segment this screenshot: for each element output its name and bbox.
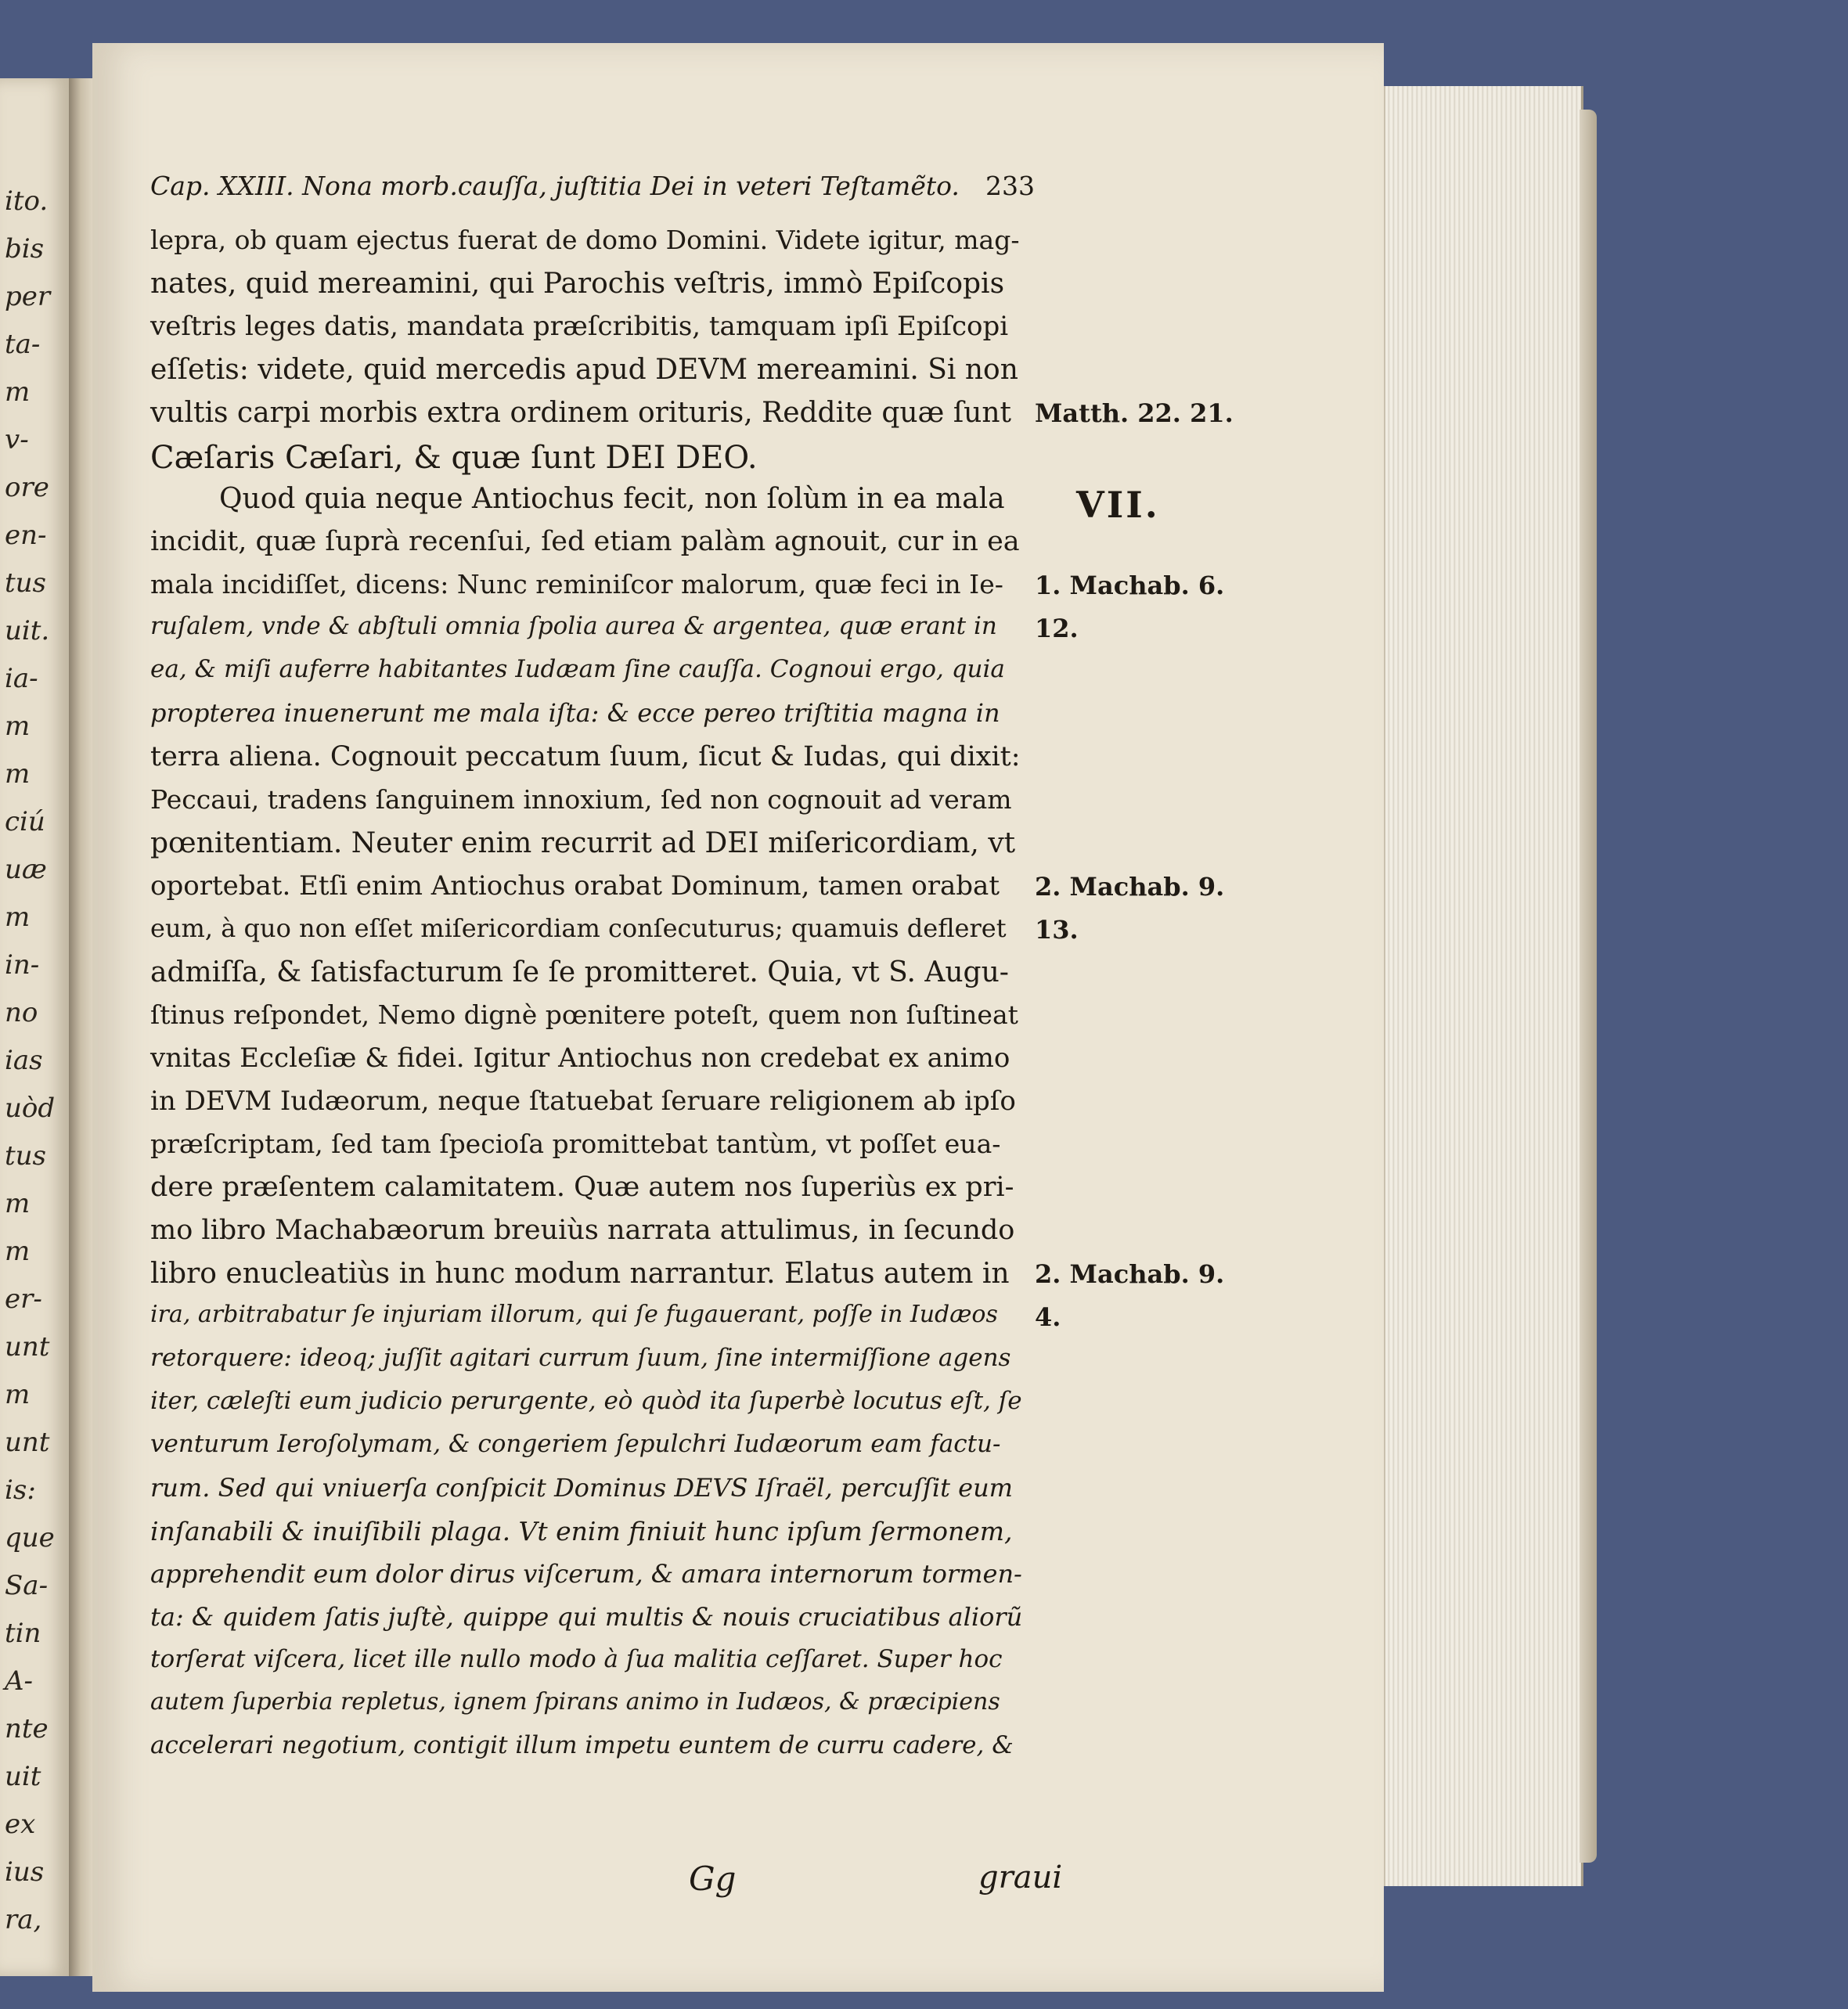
margin-reference: 4. — [1035, 1302, 1061, 1332]
left-page-fragment-text: per — [5, 281, 51, 312]
left-page-fragment-text: que — [5, 1522, 55, 1554]
left-page-fragment-text: uòd — [5, 1093, 56, 1124]
margin-reference: 1. Machab. 6. — [1035, 571, 1225, 600]
text-line: mala incidiſſet, dicens: Nunc reminiſcor malorum, quæ feci in Ie- — [150, 569, 1003, 599]
text-line: ea, & miſi auferre habitantes Iudæam ſine cauſſa. Cognoui ergo, quia — [150, 655, 1005, 683]
left-page-fragment-text: ia- — [5, 663, 38, 694]
text-line: ira, arbitrabatur ſe injuriam illorum, qui ſe fugauerant, poſſe in Iudæos — [150, 1301, 998, 1328]
left-page-fragment-text: in- — [5, 949, 40, 981]
text-line: incidit, quæ ſuprà recenſui, ſed etiam palàm agnouit, cur in ea — [150, 526, 1020, 557]
left-page-fragment-text: ito. — [5, 185, 49, 217]
signature-mark: Gg — [689, 1860, 737, 1898]
text-line: dere præſentem calamitatem. Quæ autem nos ſuperiùs ex pri- — [150, 1172, 1014, 1203]
left-page-fragment-text: er- — [5, 1284, 42, 1315]
left-page-fragment-text: tus — [5, 567, 47, 599]
left-page-fragment-text: uæ — [5, 854, 47, 885]
text-line: in DEVM Iudæorum, neque ſtatuebat ſeruare religionem ab ipſo — [150, 1086, 1016, 1117]
cover-edge — [1580, 110, 1597, 1863]
text-line: venturum Ieroſolymam, & congeriem ſepulchri Iudæorum eam factu- — [150, 1430, 1001, 1458]
left-page-fragment-text: is: — [5, 1474, 36, 1506]
margin-reference: 13. — [1035, 915, 1079, 945]
text-line: eum, à quo non eſſet miſericordiam conſecuturus; quamuis defleret — [150, 913, 1007, 943]
text-line: Peccaui, tradens ſanguinem innoxium, ſed non cognouit ad veram — [150, 784, 1012, 815]
left-page-fragment-text: v- — [5, 424, 29, 455]
text-line: libro enucleatiùs in hunc modum narrantur. Elatus autem in — [150, 1258, 1010, 1290]
text-line: lepra, ob quam ejectus fuerat de domo Domini. Videte igitur, mag- — [150, 225, 1020, 255]
text-line: ta: & quidem ſatis juſtè, quippe qui multis & nouis cruciatibus aliorũ — [150, 1602, 1023, 1632]
text-line: veſtris leges datis, mandata præſcribitis, tamquam ipſi Epiſcopi — [150, 311, 1009, 342]
left-page-fragment-text: unt — [5, 1427, 50, 1458]
text-line: mo libro Machabæorum breuiùs narrata attulimus, in ſecundo — [150, 1215, 1015, 1246]
left-page-fragment-text: no — [5, 997, 38, 1028]
text-line: retorquere: ideoq; juſſit agitari currum ſuum, ſine intermiſſione agens — [150, 1344, 1011, 1372]
left-page-fragment-text: m — [5, 711, 31, 742]
left-page-fragment-text: ta- — [5, 329, 41, 360]
text-line: apprehendit eum dolor dirus viſcerum, & amara internorum tormen- — [150, 1559, 1022, 1589]
left-page-fragment-text: m — [5, 1379, 31, 1410]
text-line: autem ſuperbia repletus, ignem ſpirans animo in Iudæos, & præcipiens — [150, 1688, 1000, 1716]
header-title: Cap. XXIII. Nona morb.cauſſa, juſtitia Dei in veteri Teſtamẽto. — [150, 171, 960, 201]
left-page-fragment-text: m — [5, 758, 31, 790]
text-line: admiſſa, & ſatisfacturum ſe ſe promitteret. Quia, vt S. Augu- — [150, 956, 1009, 988]
margin-reference: 2. Machab. 9. — [1035, 872, 1225, 902]
left-page-fragment-text: ciú — [5, 806, 45, 837]
left-page-fragment-text: en- — [5, 520, 47, 551]
left-page-fragment-text: tin — [5, 1618, 41, 1649]
margin-reference: 2. Machab. 9. — [1035, 1259, 1225, 1289]
text-line: terra aliena. Cognouit peccatum ſuum, ſicut & Iudas, qui dixit: — [150, 741, 1021, 772]
left-page-fragment-text: m — [5, 902, 31, 933]
section-numeral: VII. — [1076, 484, 1160, 526]
text-line: Cæſaris Cæſari, & quæ ſunt DEI DEO. — [150, 440, 758, 476]
left-page-fragment-text: nte — [5, 1713, 49, 1744]
left-page-fragment-text: ex — [5, 1809, 36, 1840]
text-line: nates, quid mereamini, qui Parochis veſtris, immò Epiſcopis — [150, 268, 1005, 300]
left-page-fragment — [0, 78, 71, 1976]
left-page-fragment-text: uit. — [5, 615, 50, 646]
left-page-fragment-text: bis — [5, 233, 45, 265]
left-page-fragment-text: m — [5, 1188, 31, 1219]
text-line: eſſetis: videte, quid mercedis apud DEVM mereamini. Si non — [150, 354, 1018, 386]
text-line: iter, cæleſti eum judicio perurgente, eò quòd ita ſuperbè locutus eſt, ſe — [150, 1387, 1022, 1415]
text-line: ruſalem, vnde & abſtuli omnia ſpolia aurea & argentea, quæ erant in — [150, 612, 997, 640]
margin-reference: Matth. 22. 21. — [1035, 398, 1234, 428]
left-page-fragment-text: Sa- — [5, 1570, 49, 1601]
left-page-fragment-text: ius — [5, 1856, 45, 1888]
running-header — [150, 171, 1035, 201]
text-line: oportebat. Etſi enim Antiochus orabat Dominum, tamen orabat — [150, 870, 1000, 902]
catchword: graui — [978, 1860, 1063, 1896]
text-line: torſerat viſcera, licet ille nullo modo à ſua malitia ceſſaret. Super hoc — [150, 1645, 1003, 1673]
text-line: vultis carpi morbis extra ordinem orituris, Reddite quæ ſunt — [150, 397, 1012, 429]
left-page-fragment-text: tus — [5, 1140, 47, 1172]
text-line: rum. Sed qui vniuerſa conſpicit Dominus DEVS Iſraël, percuſſit eum — [150, 1473, 1014, 1503]
left-page-fragment-text: A- — [5, 1665, 34, 1697]
text-line: pœnitentiam. Neuter enim recurrit ad DEI miſericordiam, vt — [150, 827, 1016, 859]
book-gutter — [69, 78, 92, 1976]
left-page-fragment-text: ore — [5, 472, 49, 503]
left-page-fragment-text: ias — [5, 1045, 43, 1076]
text-line: vnitas Eccleſiæ & fidei. Igitur Antiochus non credebat ex animo — [150, 1042, 1010, 1074]
text-line: præſcriptam, ſed tam ſpecioſa promittebat tantùm, vt poſſet eua- — [150, 1129, 1001, 1159]
page-number: 233 — [985, 171, 1035, 201]
left-page-fragment-text: m — [5, 1236, 31, 1267]
text-line: ſtinus reſpondet, Nemo dignè pœnitere poteſt, quem non ſuſtineat — [150, 999, 1018, 1030]
text-line: inſanabili & inuiſibili plaga. Vt enim finiuit hunc ipſum ſermonem, — [150, 1516, 1013, 1546]
text-line: propterea inuenerunt me mala iſta: & ecce pereo triſtitia magna in — [150, 698, 1000, 728]
left-page-fragment-text: unt — [5, 1331, 50, 1363]
text-line: Quod quia neque Antiochus fecit, non ſolùm in ea mala — [219, 483, 1005, 515]
page-edges — [1384, 86, 1583, 1886]
text-line: accelerari negotium, contigit illum impetu euntem de curru cadere, & — [150, 1731, 1014, 1759]
left-page-fragment-text: m — [5, 376, 31, 408]
left-page-fragment-text: uit — [5, 1761, 41, 1792]
left-page-fragment-text: ra, — [5, 1904, 42, 1935]
margin-reference: 12. — [1035, 614, 1079, 643]
